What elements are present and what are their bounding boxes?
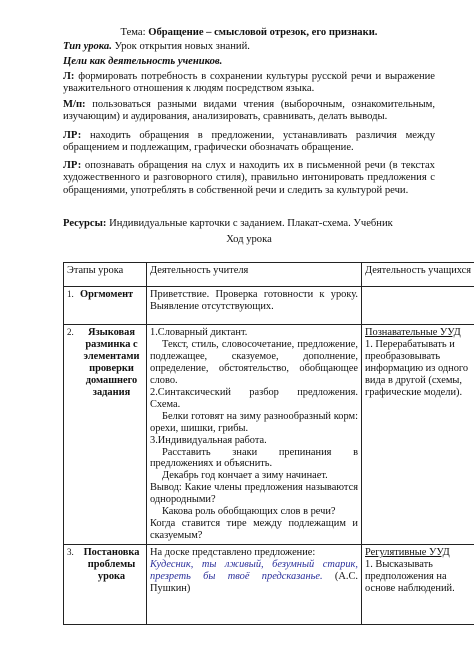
goal-lr-2: ЛР: опознавать обращения на слух и находить их в письменной речи (в текстах художественного и разговорного стиля), правильно интонировать предложения с обращениями, употреблять в собственной речи и следить за культурой речи. [63, 160, 435, 196]
teacher-cell: Приветствие. Проверка готовности к уроку. Выявление отсутствующих. [147, 287, 362, 325]
teacher-cell: 1.Словарный диктант. Текст, стиль, словосочетание, предложение, подлежащее, сказуемое, дополнение, определение, обстоятельство, обобщающее слово. 2.Синтаксический разбор предложения. Схема. Белки готовят на зиму разнообразный корм: орехи, шишки, грибы. 3.Индивидуальная работа. Расставить знаки препинания в предложениях и объяснить. Декабрь год кончает а зиму начинает. Вывод: Какие члены предложения называются однородными? Какова роль обобщающих слов в речи? Когда ставится тире между подлежащим и сказуемым? [147, 325, 362, 545]
lesson-type-line [63, 41, 435, 53]
stage-cell: 1. Оргмомент [64, 287, 147, 325]
resources-line: Ресурсы: Индивидуальные карточки с заданием. Плакат-схема. Учебник [63, 218, 393, 229]
uud-title: Познавательные УУД [365, 327, 461, 338]
lesson-plan-table [63, 262, 474, 625]
goal-l: Л: формировать потребность в сохранении культуры русской речи и выражение уважительного отношения к людям посредством языка. [63, 71, 435, 95]
uud-title: Регулятивные УУД [365, 547, 450, 559]
stage-cell: 3. Постановка проблемы урока [64, 545, 147, 625]
table-header-row [64, 263, 474, 287]
goals-heading: Цели как деятельность учеников. [63, 56, 223, 67]
table-row [64, 545, 474, 625]
goal-lr-1: ЛР: находить обращения в предложении, устанавливать различия между обращением и подлежащим, графически обозначать обращение. [63, 130, 435, 154]
table-row [64, 325, 474, 545]
topic-label: Тема: [120, 27, 146, 38]
student-cell: Познавательные УУД 1. Перерабатывать и преобразовывать информацию из одного вида в другой (схемы, графические модели). [362, 325, 474, 545]
stage-cell: 2. Языковая разминка с элементами проверки домашнего задания [64, 325, 147, 545]
table-row [64, 287, 474, 325]
example-author: (А.С. Пушкин) [150, 571, 358, 595]
header-stages: Этапы урока [64, 263, 147, 287]
header-students: Деятельность учащихся [362, 263, 474, 287]
example-sentence: Кудесник, ты лживый, безумный старик, презреть бы твоё предсказанье. [150, 559, 358, 583]
goal-mp: М/п: пользоваться разными видами чтения (выборочным, ознакомительным, изучающим) и аудирования, анализировать, сравнивать, делать выводы. [63, 99, 435, 123]
topic-title: Обращение – смысловой отрезок, его признаки. [148, 27, 378, 38]
table-title: Ход урока [226, 234, 272, 245]
lesson-type-value: Урок открытия новых знаний. [114, 41, 250, 52]
student-cell [362, 287, 474, 325]
topic-line [63, 27, 435, 39]
teacher-cell: На доске представлено предложение: Кудесник, ты лживый, безумный старик, презреть бы твоё предсказанье. (А.С. Пушкин) [147, 545, 362, 625]
header-teacher: Деятельность учителя [147, 263, 362, 287]
lesson-type-label: Тип урока. [63, 41, 112, 52]
student-cell: Регулятивные УУД 1. Высказывать предположения на основе наблюдений. [362, 545, 474, 625]
